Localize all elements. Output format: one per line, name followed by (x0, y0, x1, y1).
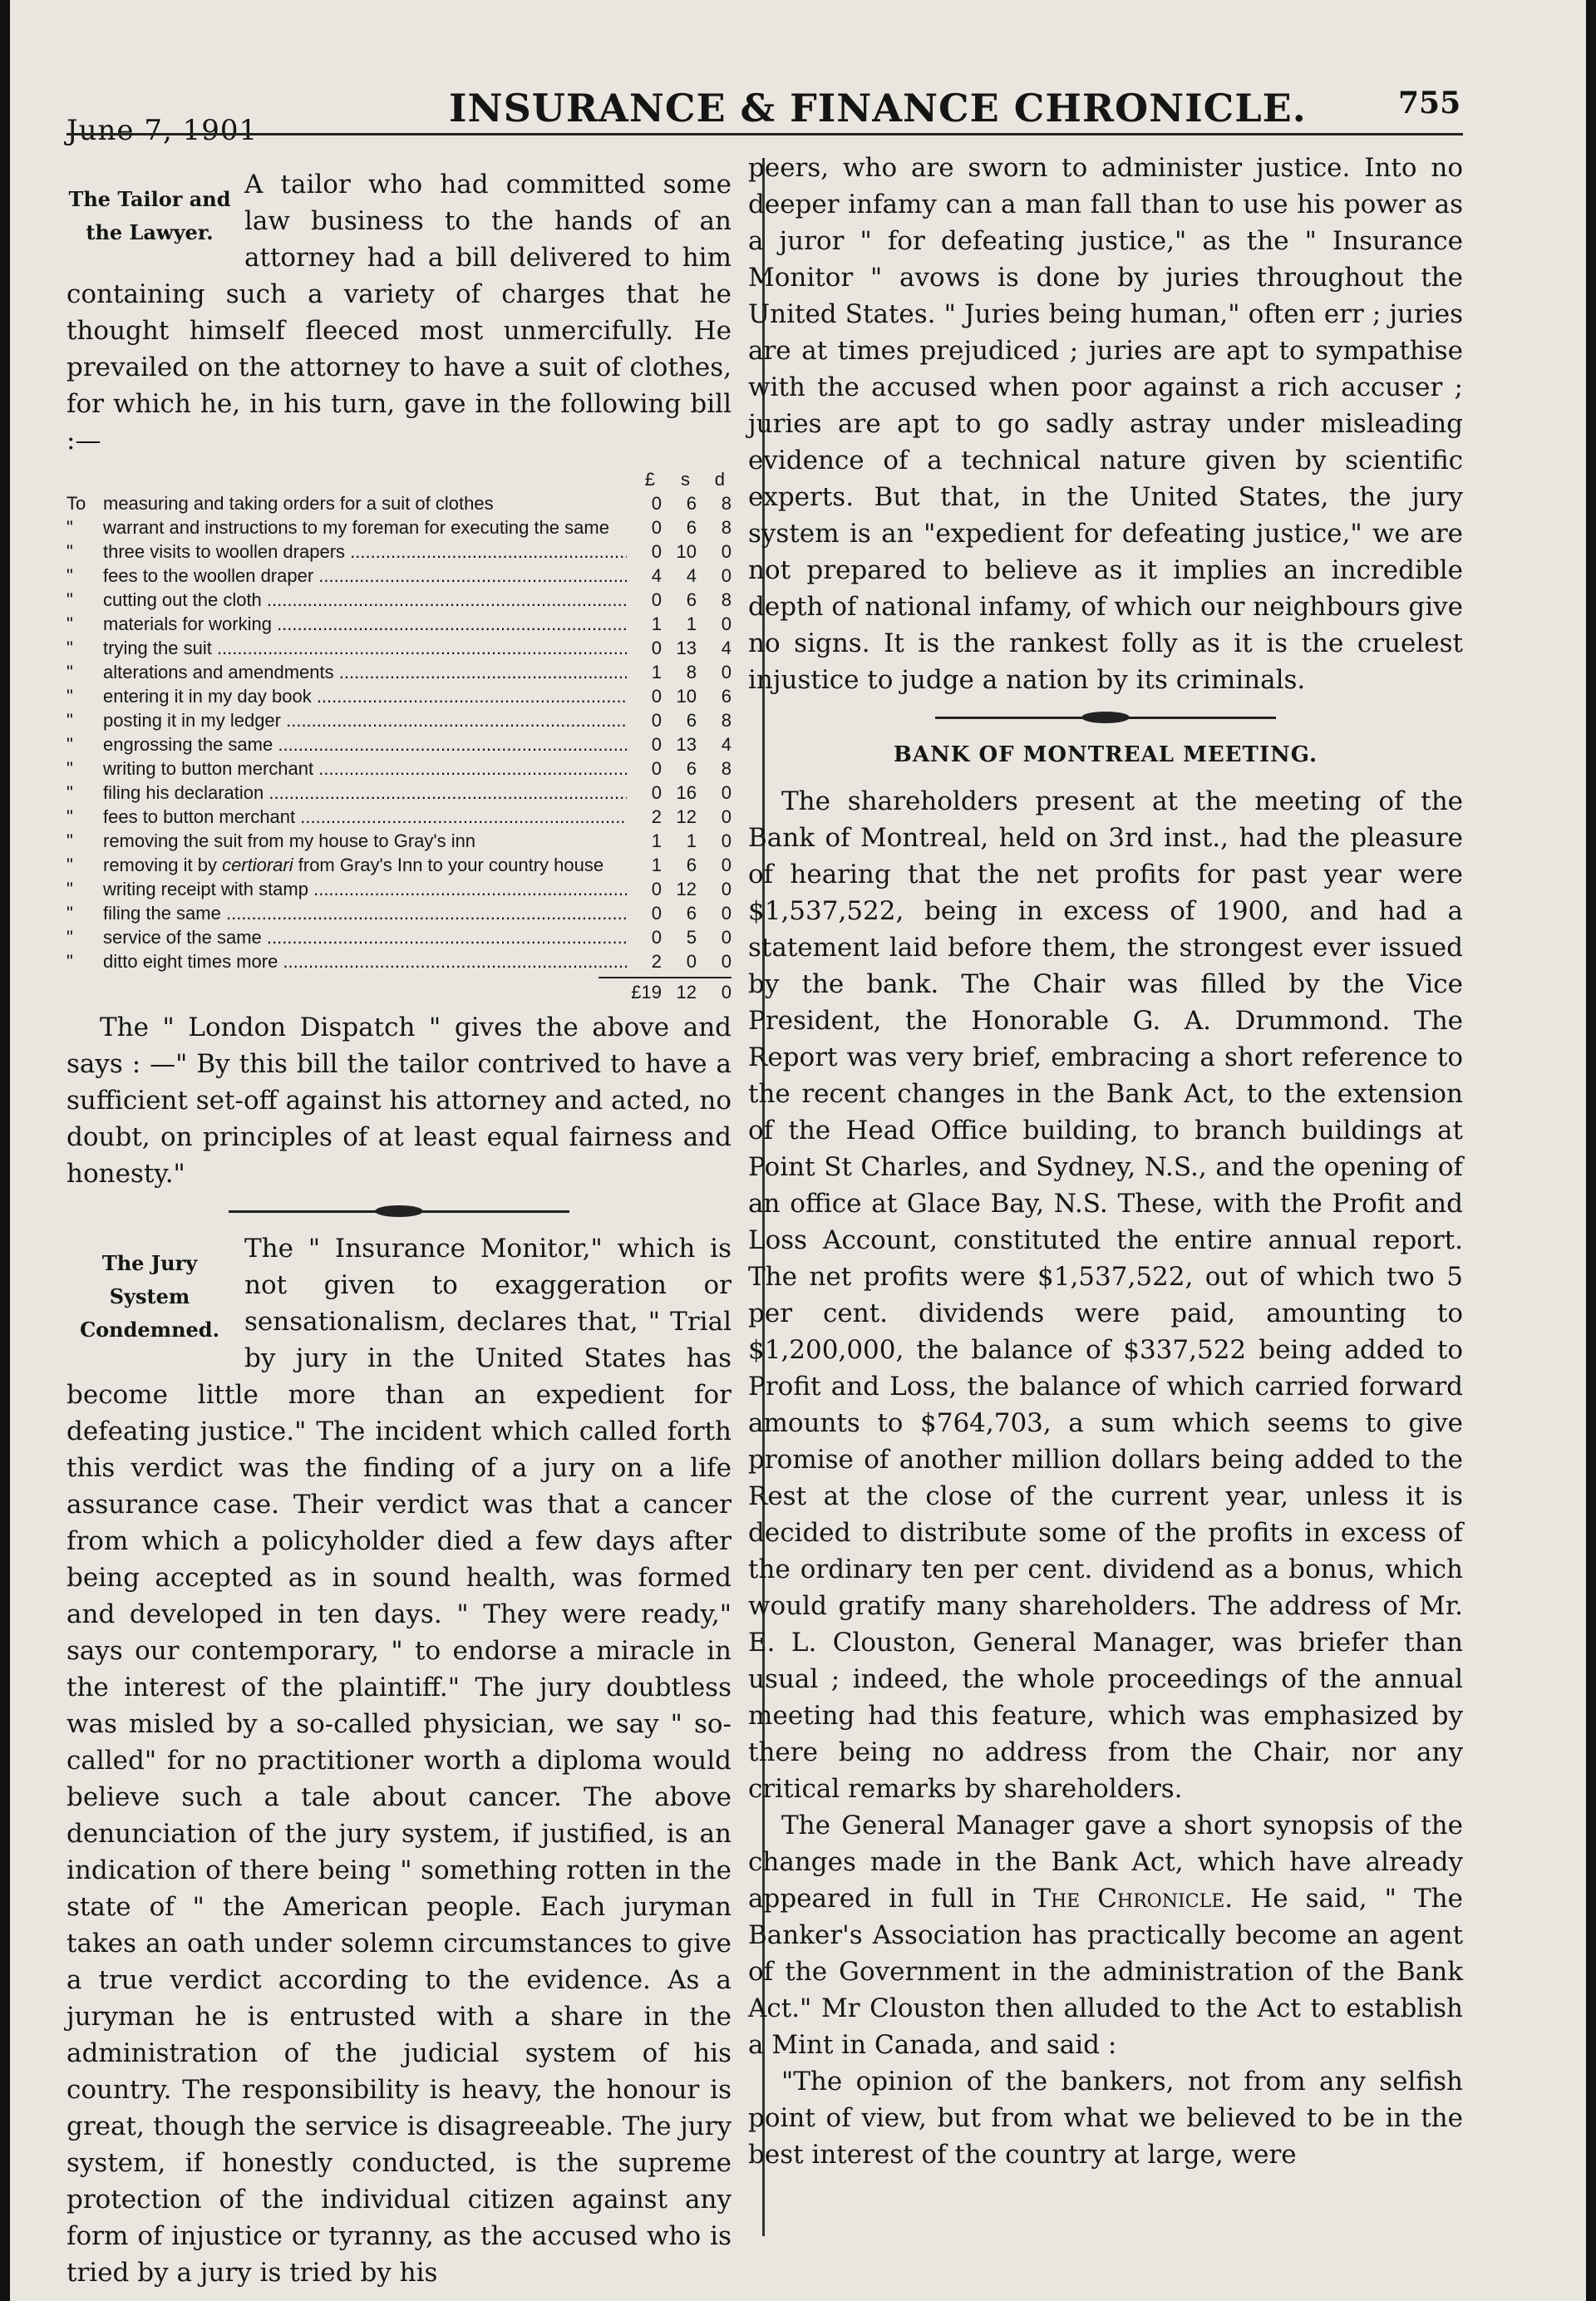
bill-row-description (103, 901, 627, 925)
bill-row-amount: 0 (651, 493, 662, 514)
bill-row-description (103, 805, 627, 829)
bill-row-prefix: " (66, 758, 73, 779)
bill-row-prefix: " (66, 686, 73, 707)
bill-row-description (103, 540, 627, 564)
bill-row (66, 491, 732, 515)
bill-row-amount: 0 (651, 927, 662, 948)
tailor-outro: The " London Dispatch " gives the above and says : —" By this bill the tailor contrived to have a sufficient set-off against his attorney and acted, no doubt, on principles of at least equal fairness and honesty." (66, 1013, 732, 1189)
bill-row-amount: 16 (676, 782, 697, 803)
right-column (748, 150, 1463, 2173)
bill-row (66, 805, 732, 829)
bill-row-amount: 10 (676, 541, 697, 562)
bill-row-prefix: " (66, 662, 73, 682)
bill-row-description (103, 515, 627, 540)
bill-desc-text: warrant and instructions to my foreman for executing the same (103, 517, 609, 538)
bill-row (66, 853, 732, 877)
bill-row (66, 756, 732, 781)
bill-row-amount: 0 (721, 830, 732, 851)
bill-row-description (103, 660, 627, 684)
bill-desc-text: service of the same (103, 927, 262, 948)
bill-row (66, 901, 732, 925)
bank-p2-text-a: The General Manager gave a short synopsis of the changes made in the Bank Act, which have already appeared in full in (748, 1811, 1463, 1914)
bill-row-amount: 5 (686, 927, 697, 948)
bill-row-amount: 0 (721, 927, 732, 948)
bill-row-amount: 0 (651, 734, 662, 755)
bill-row-prefix: " (66, 638, 73, 658)
bill-row-amount: 13 (676, 638, 697, 658)
bill-row-prefix: " (66, 589, 73, 610)
bill-header-pounds: £ (644, 469, 655, 490)
bill-row-amount: 0 (721, 855, 732, 875)
bill-row-amount: 12 (676, 806, 697, 827)
bill-row-prefix: " (66, 782, 73, 803)
bill-row-description (103, 781, 627, 805)
bill-row-amount: 6 (686, 758, 697, 779)
bill-row-prefix: To (66, 493, 86, 514)
bank-article-title: BANK OF MONTREAL MEETING. (893, 742, 1318, 767)
bill-row (66, 829, 732, 853)
bill-header-shillings: s (681, 469, 690, 490)
bill-row-amount: 0 (651, 710, 662, 731)
bill-desc-text: filing his declaration (103, 782, 264, 803)
left-column (66, 166, 732, 2291)
bill-row-amount: 0 (721, 806, 732, 827)
bill-rows (66, 491, 732, 973)
page-header (66, 79, 1463, 147)
bill-desc-text: engrossing the same (103, 734, 273, 755)
bill-row (66, 515, 732, 540)
bill-row-amount: 0 (651, 517, 662, 538)
bill-row (66, 877, 732, 901)
bill-row-description (103, 588, 627, 612)
bill-row-description (103, 877, 627, 901)
bill-row-amount: 1 (686, 613, 697, 634)
bill-row (66, 660, 732, 684)
bill-row (66, 636, 732, 660)
bill-row-description (103, 925, 627, 949)
bill-desc-text: cutting out the cloth (103, 589, 262, 610)
bill-row-amount: 0 (651, 782, 662, 803)
bill-desc-text: posting it in my ledger (103, 710, 281, 731)
bill-row-prefix: " (66, 517, 73, 538)
bill-row-amount: 2 (651, 951, 662, 972)
bill-row-description (103, 612, 627, 636)
bill-desc-text: fees to the woollen draper (103, 565, 314, 586)
bank-paragraph-1: The shareholders present at the meeting of the Bank of Montreal, held on 3rd inst., had the pleasure of hearing that the net profits for past year were $1,537,522, being in excess of 1900, and had a statement laid before them, the strongest ever issued by the bank. The Chair was filled by the Vice President, the Honorable G. A. Drummond. The Report was very brief, embracing a short reference to the recent changes in the Bank Act, to the extension of the Head Office building, to branch buildings at Point St Charles, and Sydney, N.S., and the opening of an office at Glace Bay, N.S. These, with the Profit and Loss Account, constituted the entire annual report. The net profits were $1,537,522, out of which two 5 per cent. dividends were paid, amounting to $1,200,000, the balance of $337,522 being added to Profit and Loss, the balance of which carried forward amounts to $764,703, a sum which seems to give promise of another million dollars being added to the Rest at the close of the current year, unless it is decided to distribute some of the profits in excess of the ordinary ten per cent. dividend as a bonus, which would gratify many shareholders. The address of Mr. E. L. Clouston, General Manager, was briefer than usual ; indeed, the whole proceedings of the annual meeting had this feature, which was emphasized by there being no address from the Chair, nor any critical remarks by shareholders. (748, 786, 1463, 1804)
bill-row-amount: 6 (686, 855, 697, 875)
bill-row (66, 684, 732, 708)
bill-row-amount: 12 (676, 879, 697, 899)
bill-row-amount: 0 (721, 879, 732, 899)
bill-row (66, 781, 732, 805)
jury-text-left: The " Insurance Monitor," which is not given to exaggeration or sensationalism, declares that, " Trial by jury in the United States has become little more than an expedient for defeating justice." The incident which called forth this verdict was the finding of a jury on a life assurance case. Their verdict was that a cancer from which a policyholder died a few days after being accepted as in sound health, was formed and developed in ten days. " They were ready," says our contemporary, " to endorse a miracle in the interest of the plaintiff." The jury doubtless was misled by a so-called physician, we say " so-called" for no practitioner worth a diploma would believe such a tale about cancer. The above denunciation of the jury system, if justified, is an indication of there being " something rotten in the state of " the American people. Each juryman takes an oath under solemn circumstances to give a true verdict according to the evidence. As a juryman he is entrusted with a share in the administration of the judicial system of his country. The responsibility is heavy, the honour is great, though the service is disagreeable. The jury system, if honestly conducted, is the supreme protection of the individual citizen against any form of injustice or tyranny, as the accused who is tried by a jury is tried by his (66, 1234, 732, 2288)
section-divider (66, 1205, 732, 1217)
bill-row (66, 564, 732, 588)
bill-row-amount: 8 (721, 517, 732, 538)
tailor-intro: A tailor who had committed some law business to the hands of an attorney had a bill delivered to him containing such a variety of charges that he thought himself fleeced most unmercifully. He prevailed on the attorney to have a suit of clothes, for which he, in his turn, gave in the following bill :— (66, 170, 732, 456)
bill-row-amount: 10 (676, 686, 697, 707)
bill-row-amount: 13 (676, 734, 697, 755)
bill-row-amount: 0 (721, 951, 732, 972)
page-number: 755 (1398, 86, 1461, 121)
bill-header-pence: d (714, 469, 725, 490)
bill-row (66, 540, 732, 564)
bill-row-amount: 2 (651, 806, 662, 827)
bill-row (66, 708, 732, 732)
bill-desc-text: ditto eight times more (103, 951, 278, 972)
bill-row-amount: 4 (686, 565, 697, 586)
bill-row-description (103, 564, 627, 588)
bill-row-amount: 0 (721, 541, 732, 562)
bill-row-amount: 0 (721, 782, 732, 803)
bill-row-description (103, 949, 627, 973)
bill-row-amount: 8 (721, 493, 732, 514)
bill-row-description (103, 853, 627, 877)
bill-row-description (103, 684, 627, 708)
bill-row-amount: 1 (651, 830, 662, 851)
bill-row-description (103, 636, 627, 660)
bill-row-description (103, 756, 627, 781)
bill-row-prefix: " (66, 879, 73, 899)
bill-desc-text: alterations and amendments (103, 662, 334, 682)
bill-row-amount: 6 (686, 589, 697, 610)
jury-side-heading: The Jury System Condemned. (80, 1251, 219, 1342)
bill-desc-part: removing it by (103, 855, 223, 875)
bill-desc-text: entering it in my day book (103, 686, 312, 707)
bill-row-description (103, 829, 627, 853)
bill-row-amount: 6 (686, 710, 697, 731)
bill-row-amount: 4 (721, 638, 732, 658)
bill-row-amount: 6 (686, 517, 697, 538)
bill-row (66, 949, 732, 973)
bill-row-amount: 8 (721, 758, 732, 779)
bill-desc-part: from Gray's Inn to your country house (293, 855, 604, 875)
bill-desc-text: filing the same (103, 903, 221, 924)
bill-row-description (103, 732, 627, 756)
bill-row (66, 732, 732, 756)
bill-row-amount: 1 (651, 662, 662, 682)
bank-paragraph-2 (748, 1807, 1463, 2063)
tailor-bill (66, 467, 732, 1004)
bill-row-amount: 0 (721, 903, 732, 924)
bill-row-amount: 1 (651, 613, 662, 634)
bill-row-amount: 0 (651, 879, 662, 899)
bill-desc-text: writing to button merchant (103, 758, 314, 779)
newspaper-page (10, 0, 1586, 2301)
bill-total-pounds: £19 (631, 982, 662, 1003)
bill-row-prefix: " (66, 830, 73, 851)
bill-row-prefix: " (66, 565, 73, 586)
bill-desc-text: removing the suit from my house to Gray's inn (103, 830, 476, 851)
bill-row-amount: 8 (686, 662, 697, 682)
bill-total (598, 977, 732, 1004)
bill-row-amount: 0 (651, 758, 662, 779)
bill-desc-text: three visits to woollen drapers (103, 541, 346, 562)
bill-row-prefix: " (66, 855, 73, 875)
chronicle-name: The Chronicle (1033, 1884, 1225, 1914)
bill-row-prefix: " (66, 734, 73, 755)
bill-row-amount: 6 (686, 493, 697, 514)
bank-p2-text-b: . He said, " The Banker's Association has practically become an agent of the Government in the administration of the Bank Act." Mr Clouston then alluded to the Act to establish a Mint in Canada, and said : (748, 1884, 1463, 2060)
bill-row-amount: 1 (686, 830, 697, 851)
header-rule (66, 133, 1463, 135)
bill-row-amount: 8 (721, 589, 732, 610)
bill-row-description (103, 708, 627, 732)
bill-desc-text: trying the suit (103, 638, 212, 658)
bill-desc-italic: certiorari (222, 855, 293, 875)
bill-row-amount: 0 (721, 613, 732, 634)
bill-row-amount: 0 (651, 589, 662, 610)
bill-row-amount: 0 (686, 951, 697, 972)
bill-row-prefix: " (66, 613, 73, 634)
tailor-side-heading: The Tailor and the Lawyer. (68, 187, 231, 244)
bill-row-amount: 0 (651, 903, 662, 924)
bill-row-amount: 6 (686, 903, 697, 924)
bill-row-amount: 0 (651, 638, 662, 658)
section-divider (748, 712, 1463, 723)
bill-row-amount: 0 (721, 565, 732, 586)
bill-row-prefix: " (66, 806, 73, 827)
bill-header (66, 467, 732, 491)
bill-desc-text: fees to button merchant (103, 806, 296, 827)
bill-row-amount: 6 (721, 686, 732, 707)
bill-row-amount: 4 (651, 565, 662, 586)
bill-total-pence: 0 (721, 982, 732, 1003)
bill-row-amount: 0 (651, 686, 662, 707)
bill-row-prefix: " (66, 710, 73, 731)
bill-row-amount: 0 (651, 541, 662, 562)
bill-row (66, 612, 732, 636)
bill-desc-text: writing receipt with stamp (103, 879, 308, 899)
bill-row-amount: 1 (651, 855, 662, 875)
bill-total-shillings: 12 (676, 982, 697, 1003)
bill-row-description (103, 491, 627, 515)
bank-paragraph-3: "The opinion of the bankers, not from any selfish point of view, but from what we believed to be in the best interest of the country at large, were (748, 2067, 1463, 2170)
header-date: June 7, 1901 (66, 114, 259, 147)
bill-row-prefix: " (66, 903, 73, 924)
bill-row-amount: 4 (721, 734, 732, 755)
bill-desc-text: materials for working (103, 613, 272, 634)
bill-row-prefix: " (66, 951, 73, 972)
bill-row (66, 588, 732, 612)
bill-row (66, 925, 732, 949)
bill-desc-text: measuring and taking orders for a suit of clothes (103, 493, 494, 514)
bill-row-amount: 8 (721, 710, 732, 731)
header-title: INSURANCE & FINANCE CHRONICLE. (449, 86, 1307, 131)
bill-row-amount: 0 (721, 662, 732, 682)
jury-text-right: peers, who are sworn to administer justice. Into no deeper infamy can a man fall than to use his power as a juror " for defeating justice," as the " Insurance Monitor " avows is done by juries throughout the United States. " Juries being human," often err ; juries are at times prejudiced ; juries are apt to sympathise with the accused when poor against a rich accuser ; juries are apt to go sadly astray under misleading evidence of a technical nature given by scientific experts. But that, in the United States, the jury system is an "expedient for defeating justice," we are not prepared to believe as it implies an incredible depth of national infamy, of which our neighbours give no signs. It is the rankest folly as it is the cruelest injustice to judge a nation by its criminals. (748, 153, 1463, 695)
bill-row-prefix: " (66, 541, 73, 562)
bill-row-prefix: " (66, 927, 73, 948)
